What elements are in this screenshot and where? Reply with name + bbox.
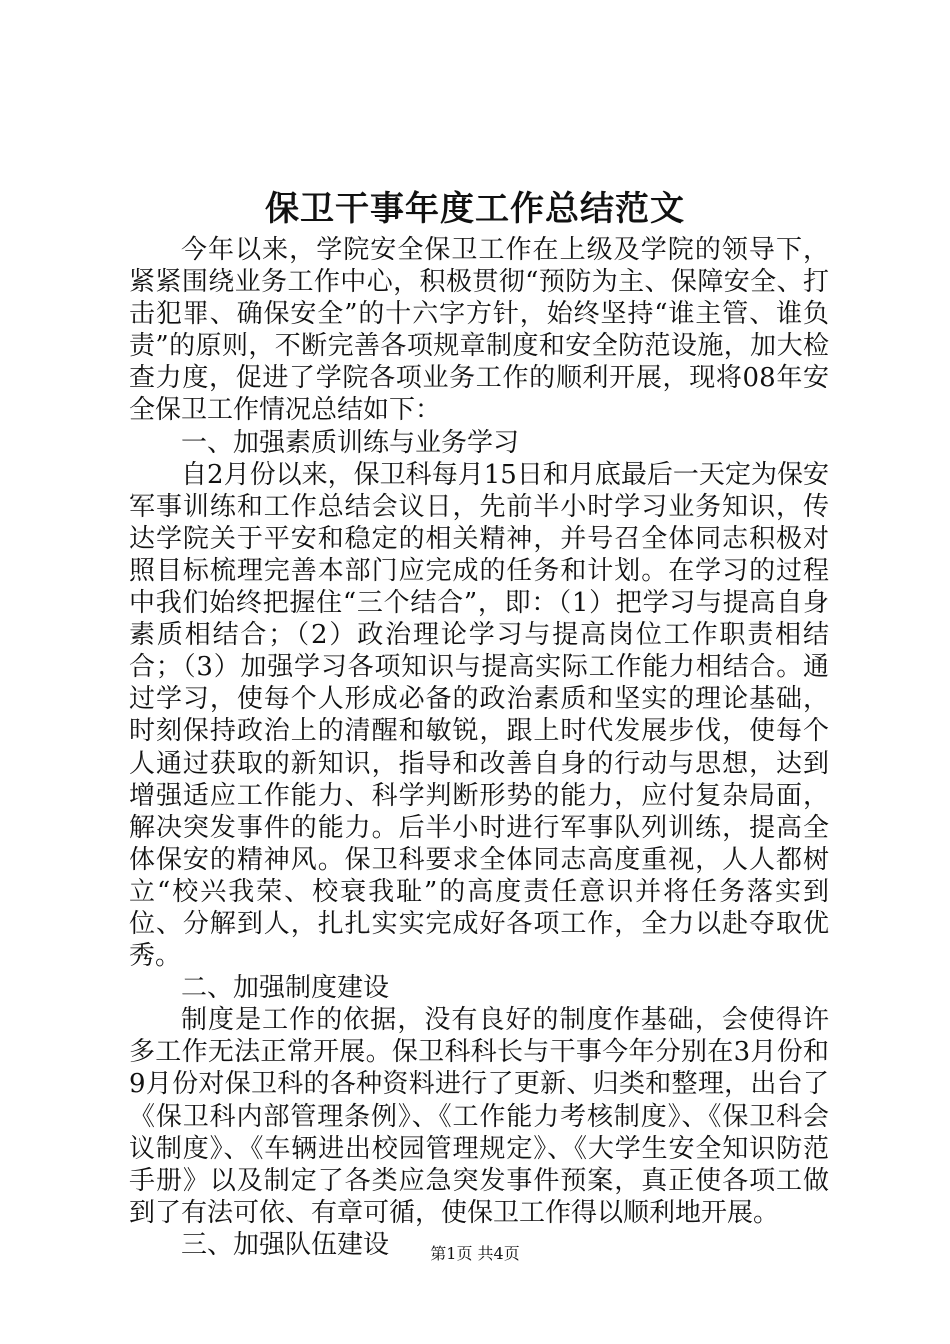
page-footer: 第1页 共4页 [430,1244,520,1263]
paragraph-training: 自2月份以来，保卫科每月15日和月底最后一天定为保安军事训练和工作总结会议日，先前半小时学习业务知识，传达学院关于平安和稳定的相关精神，并号召全体同志积极对照目标梳理完善本部门应完成的任务和计划。在学习的过程中我们始终把握住“三个结合”，即：（1）把学习与提高自身素质相结合；（2）政治理论学习与提高岗位工作职责相结合；（3）加强学习各项知识与提高实际工作能力相结合。通过学习，使每个人形成必备的政治素质和坚实的理论基础，时刻保持政治上的清醒和敏锐，跟上时代发展步伐，使每个人通过获取的新知识，指导和改善自身的行动与思想，达到增强适应工作能力、科学判断形势的能力，应付复杂局面，解决突发事件的能力。后半小时进行军事队列训练，提高全体保安的精神风。保卫科要求全体同志高度重视，人人都树立“校兴我荣、校衰我耻”的高度责任意识并将任务落实到位、分解到人，扎扎实实完成好各项工作，全力以赴夺取优秀。 [129,459,829,972]
paragraph-system: 制度是工作的依据，没有良好的制度作基础，会使得许多工作无法正常开展。保卫科科长与干事今年分别在3月份和9月份对保卫科的各种资料进行了更新、归类和整理，出台了《保卫科内部管理条例》、《工作能力考核制度》、《保卫科会议制度》、《车辆进出校园管理规定》、《大学生安全知识防范手册》以及制定了各类应急突发事件预案，真正使各项工做到了有法可依、有章可循，使保卫工作得以顺利地开展。 [129,1005,829,1228]
document-body [129,234,829,1261]
section-heading-2: 二、加强制度建设 [181,973,390,1004]
section-heading-3: 三、加强队伍建设 [181,1229,390,1260]
section-heading-1: 一、加强素质训练与业务学习 [181,427,520,458]
paragraph-intro: 今年以来，学院安全保卫工作在上级及学院的领导下，紧紧围绕业务工作中心，积极贯彻“预防为主、保障安全、打击犯罪、确保安全”的十六字方针，始终坚持“谁主管、谁负责”的原则，不断完善各项规章制度和安全防范设施，加大检查力度，促进了学院各项业务工作的顺利开展，现将08年安全保卫工作情况总结如下： [129,235,829,426]
document-title: 保卫干事年度工作总结范文 [265,189,685,229]
